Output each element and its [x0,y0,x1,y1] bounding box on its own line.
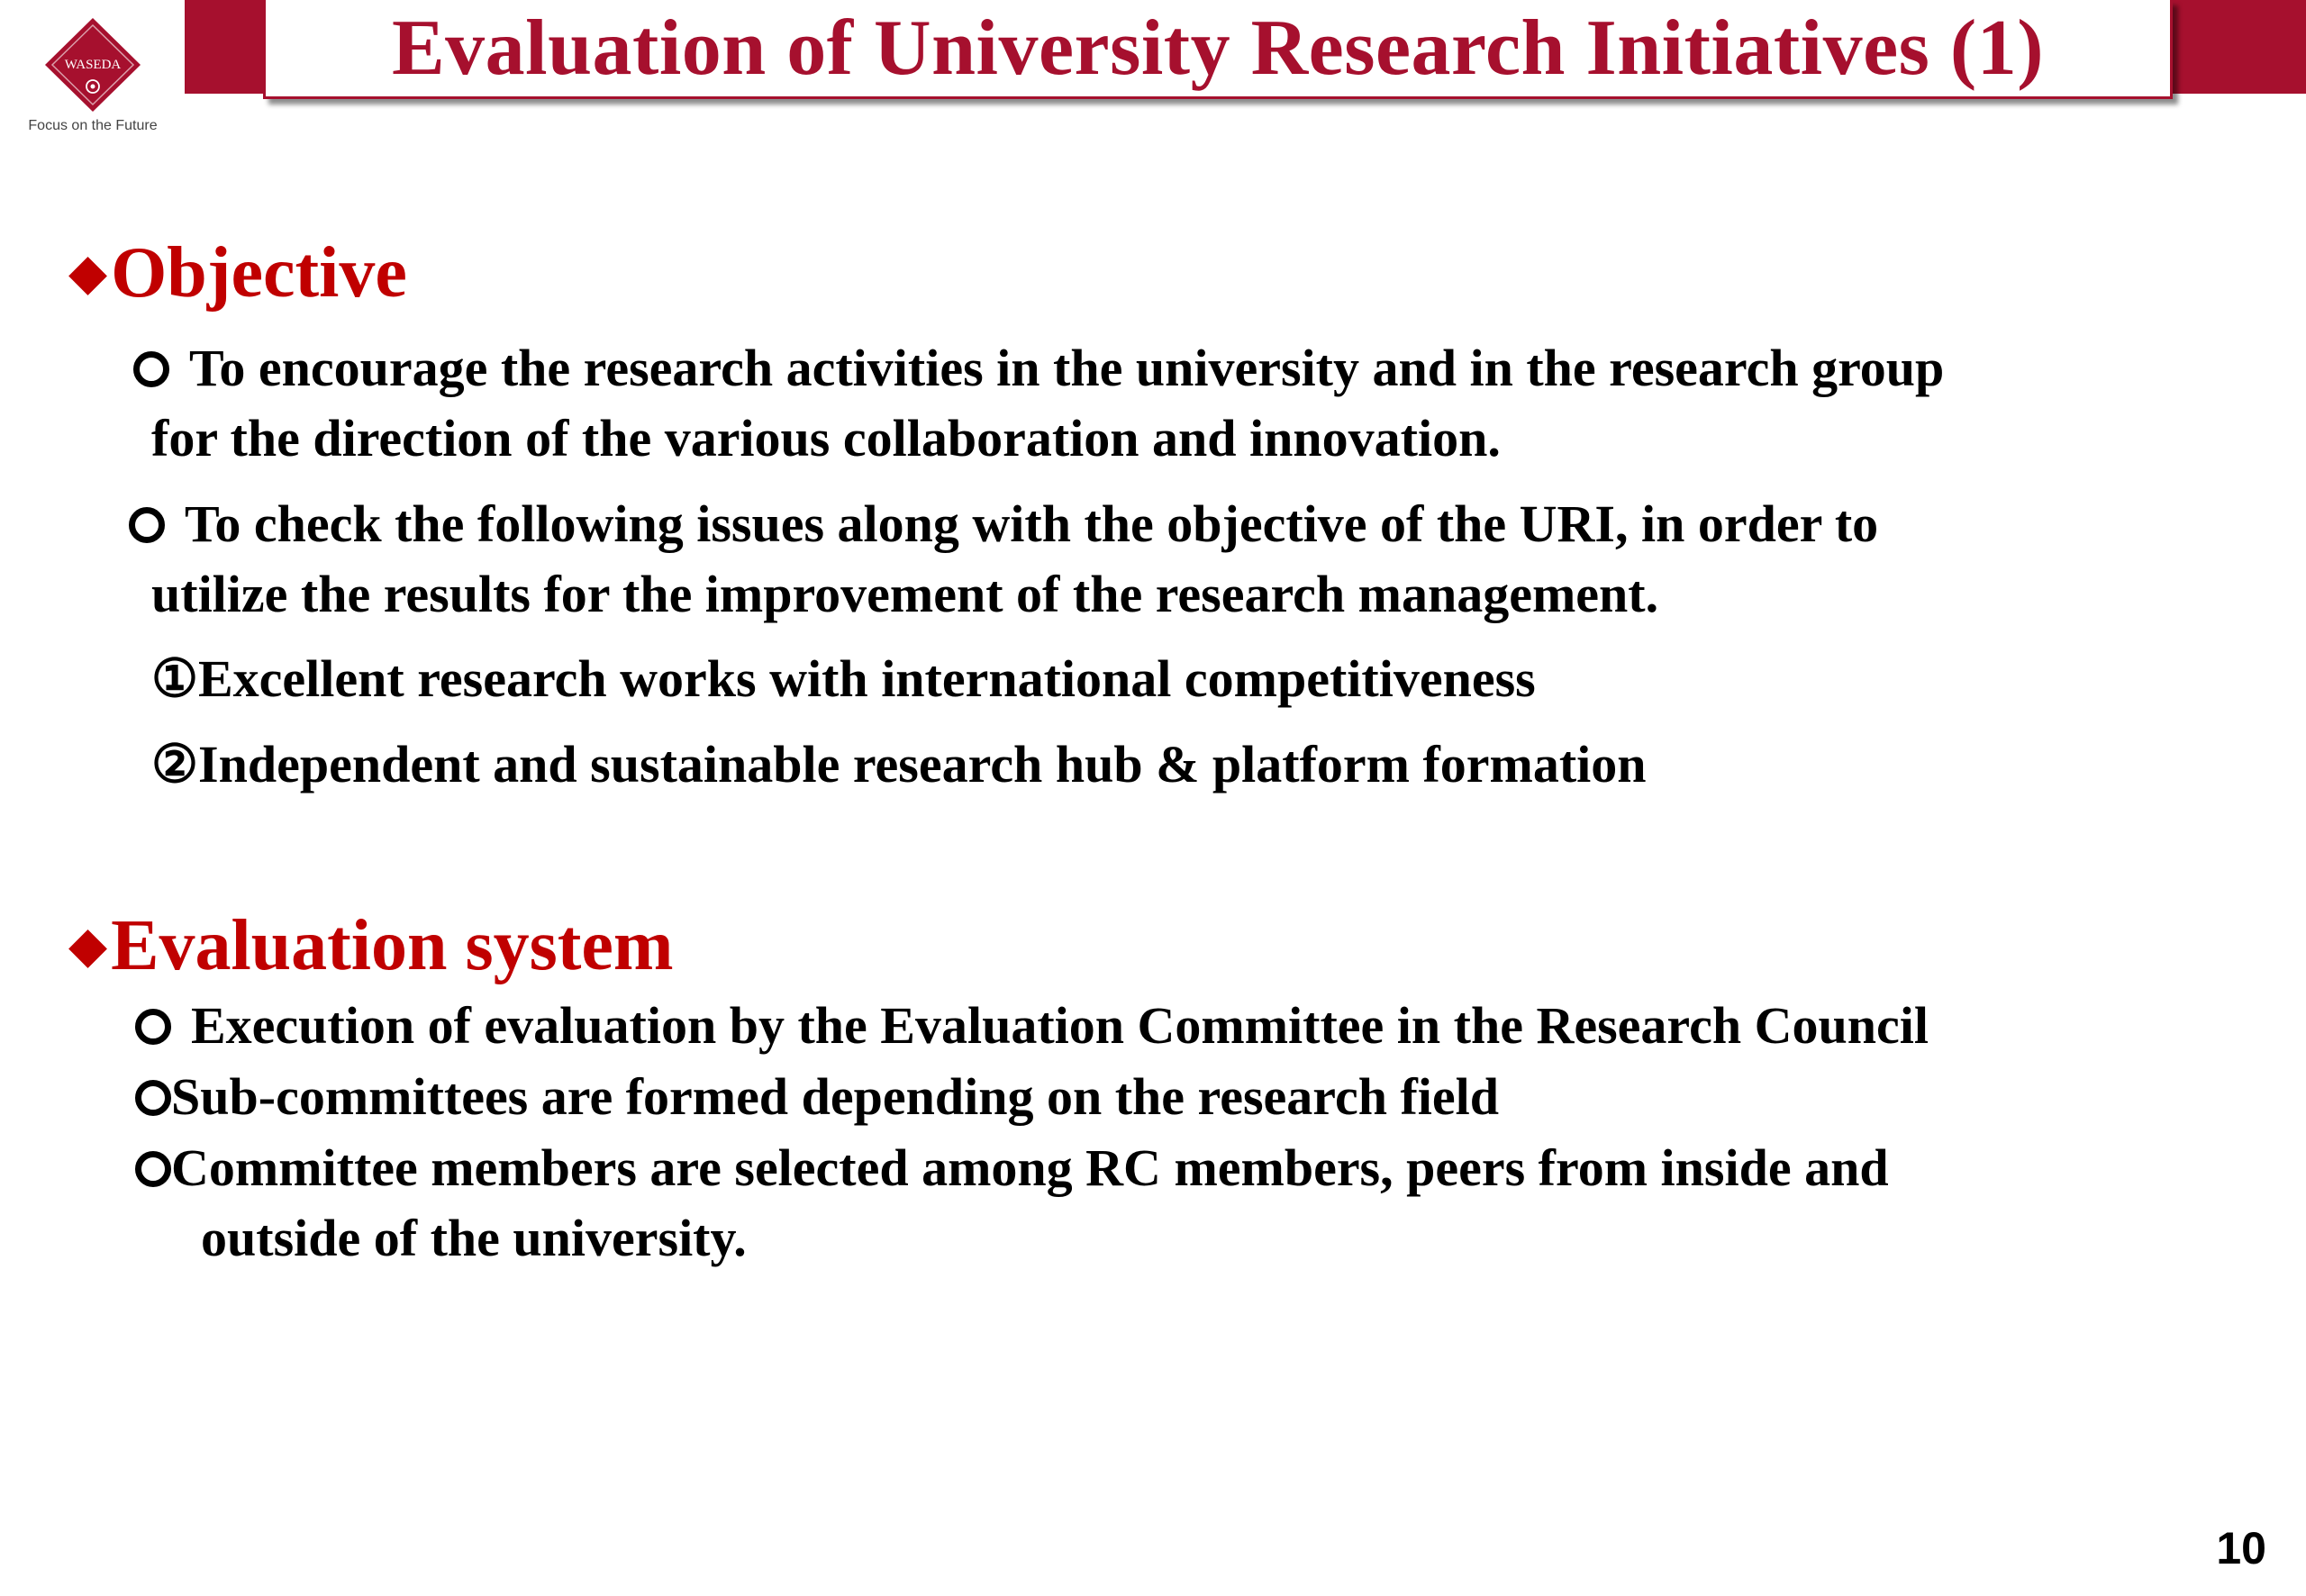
waseda-logo-icon [16,13,169,116]
objective-heading [68,233,407,313]
evaluation-bullet-1: Execution of evaluation by the Evaluation Committee in the Research Council [135,1000,1929,1052]
objective-heading-text: Objective [111,233,407,313]
waseda-logo [16,13,169,139]
objective-sub-item-2: ②Independent and sustainable research hub & platform formation [151,735,1647,793]
circle-bullet-icon [135,1151,171,1187]
diamond-bullet-icon: ◆ [68,918,108,974]
logo-wordmark: WASEDA [64,58,122,72]
objective-sub-item-1: ①Excellent research works with international competitiveness [151,649,1536,708]
page-number: 10 [2216,1523,2266,1573]
circle-bullet-icon [133,351,169,387]
circle-bullet-icon [129,507,165,543]
circle-bullet-icon [135,1080,171,1116]
evaluation-system-heading [68,906,674,985]
objective-bullet-1-line-2: for the direction of the various collaboration and innovation. [151,409,1501,467]
objective-bullet-2-line-1: To check the following issues along with the objective of the URI, in order to [129,498,1878,550]
evaluation-system-heading-text: Evaluation system [111,906,674,985]
objective-bullet-1-line-1: To encourage the research activities in the university and in the research group [133,342,1944,394]
diamond-bullet-icon: ◆ [68,245,108,301]
circle-bullet-icon [135,1009,171,1045]
evaluation-bullet-3-line-2: outside of the university. [201,1209,747,1267]
logo-tagline: Focus on the Future [28,118,158,133]
evaluation-bullet-3-line-1: Committee members are selected among RC members, peers from inside and [135,1142,1889,1194]
title-box [263,0,2173,99]
objective-bullet-2-line-2: utilize the results for the improvement of the research management. [151,565,1659,623]
header-bar-right [2171,0,2306,94]
evaluation-bullet-2: Sub-committees are formed depending on the research field [135,1071,1499,1123]
slide-title: Evaluation of University Research Initiatives (1) [391,5,2045,92]
